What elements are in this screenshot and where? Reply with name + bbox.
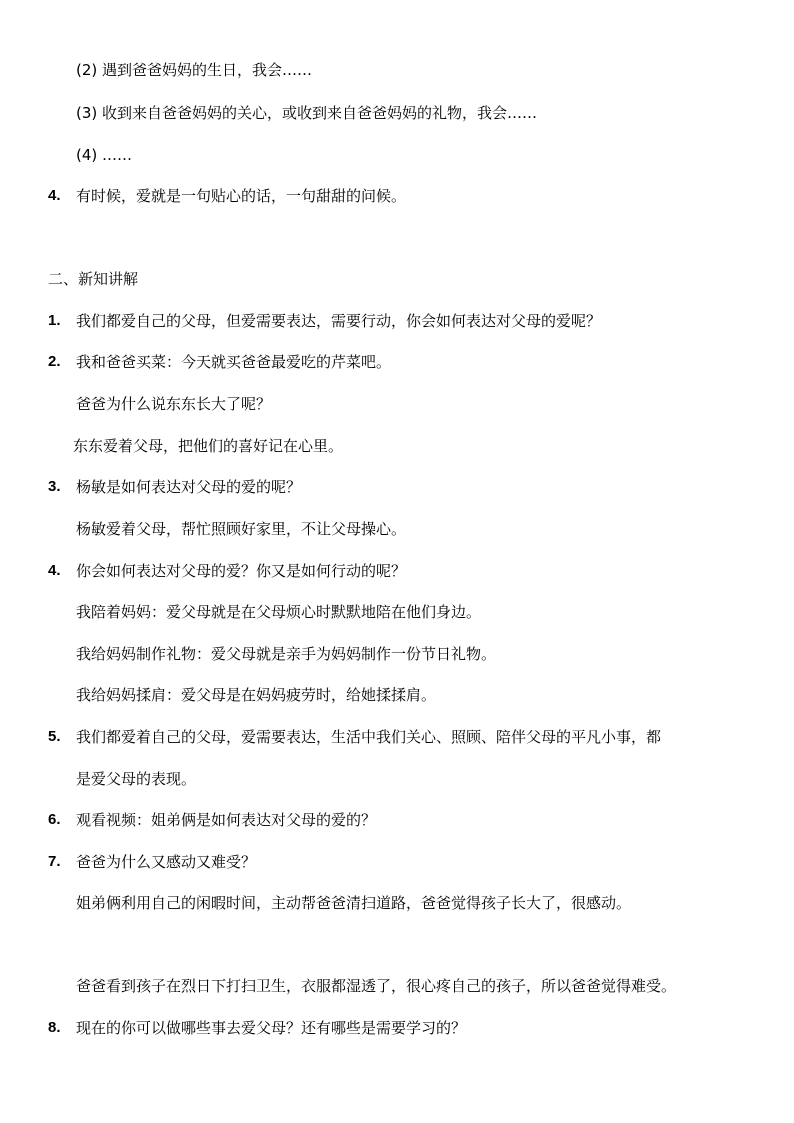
item-text: 是爱父母的表现。 — [76, 770, 197, 788]
item-text: 我给妈妈制作礼物：爱父母就是亲手为妈妈制作一份节日礼物。 — [76, 645, 497, 663]
item-number: 4. — [48, 187, 61, 204]
item-text: 现在的你可以做哪些事去爱父母？还有哪些是需要学习的？ — [76, 1019, 467, 1037]
item-number: 2. — [48, 353, 61, 370]
item-number: 1. — [48, 312, 61, 329]
item-text: 爸爸为什么又感动又难受？ — [76, 853, 257, 871]
item-text: 爸爸看到孩子在烈日下打扫卫生，衣服都湿透了，很心疼自己的孩子，所以爸爸觉得难受。 — [76, 977, 677, 995]
item-number: 8. — [48, 1019, 61, 1036]
item-text: 我们都爱着自己的父母，爱需要表达，生活中我们关心、照顾、陪伴父母的平凡小事，都 — [76, 728, 662, 746]
item-text: 你会如何表达对父母的爱？你又是如何行动的呢？ — [76, 562, 407, 580]
item-number: 3. — [48, 478, 61, 495]
item-number: 6. — [48, 811, 61, 828]
item-text: 东东爱着父母，把他们的喜好记在心里。 — [73, 437, 344, 455]
item-text: 我给妈妈揉肩：爱父母是在妈妈疲劳时，给她揉揉肩。 — [76, 686, 437, 704]
item-number: 5. — [48, 728, 61, 745]
item-text: 有时候，爱就是一句贴心的话，一句甜甜的问候。 — [76, 187, 407, 205]
item-number: 4. — [48, 562, 61, 579]
item-number: 7. — [48, 853, 61, 870]
item-text: 姐弟俩利用自己的闲暇时间，主动帮爸爸清扫道路，爸爸觉得孩子长大了，很感动。 — [76, 894, 632, 912]
item-text: 我和爸爸买菜：今天就买爸爸最爱吃的芹菜吧。 — [76, 353, 392, 371]
item-text: 爸爸为什么说东东长大了呢？ — [76, 395, 272, 413]
section-title: 二、新知讲解 — [48, 270, 139, 288]
sub-item-text: (2) 遇到爸爸妈妈的生日，我会…… — [76, 61, 313, 79]
item-text: 我陪着妈妈：爱父母就是在父母烦心时默默地陪在他们身边。 — [76, 603, 482, 621]
sub-item-text: (4) …… — [76, 146, 133, 164]
item-text: 杨敏是如何表达对父母的爱的呢？ — [76, 478, 302, 496]
item-text: 我们都爱自己的父母，但爱需要表达，需要行动，你会如何表达对父母的爱呢？ — [76, 312, 602, 330]
sub-item-text: (3) 收到来自爸爸妈妈的关心，或收到来自爸爸妈妈的礼物，我会…… — [76, 104, 538, 122]
item-text: 杨敏爱着父母，帮忙照顾好家里，不让父母操心。 — [76, 520, 407, 538]
item-text: 观看视频：姐弟俩是如何表达对父母的爱的？ — [76, 811, 377, 829]
